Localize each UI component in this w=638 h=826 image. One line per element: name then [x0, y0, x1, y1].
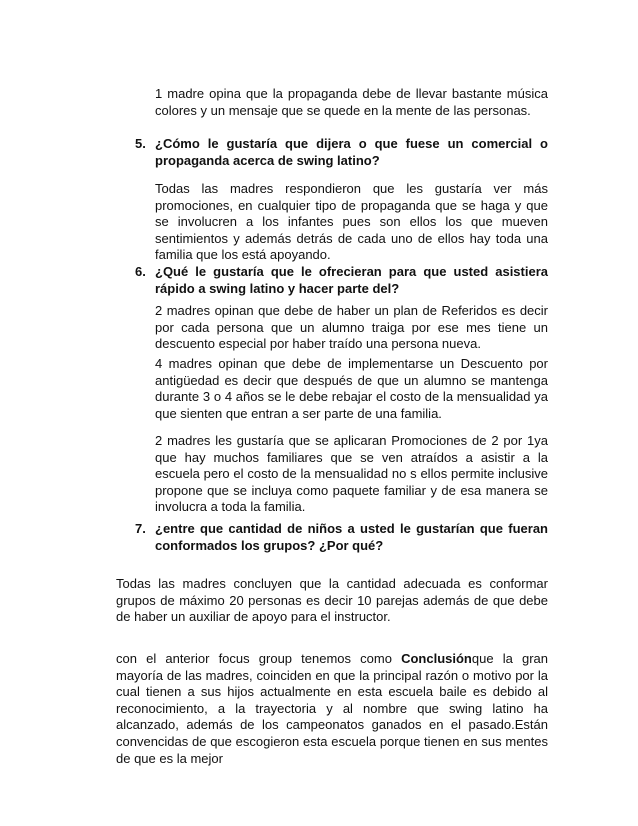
question-6-answer-antiguedad: 4 madres opinan que debe de implementarse un Descuento por antigüedad es decir que después de que un alumno se mantenga durante 3 o 4 años se le debe rebajar el costo de la mensualidad ya que sienten que entran a ser parte de una familia. [155, 356, 548, 421]
conclusion-keyword: Conclusión [401, 651, 472, 666]
paragraph-madre-opinion: 1 madre opina que la propaganda debe de llevar bastante música colores y un mensaje que se quede en la mente de las personas. [155, 86, 548, 118]
question-5-answer: Todas las madres respondieron que les gustaría ver más promociones, en cualquier tipo de propaganda que se haga y que se involucren a los infantes pues son ellos los que mueven sentimientos y además detrás de cada uno de ellos hay toda una familia que los está apoyando. [155, 181, 548, 263]
question-6-heading: ¿Qué le gustaría que le ofrecieran para que usted asistiera rápido a swing latino y hacer parte del? [155, 264, 548, 296]
conclusion-paragraph [116, 651, 548, 767]
question-5-heading: ¿Cómo le gustaría que dijera o que fuese un comercial o propaganda acerca de swing latino? [155, 136, 548, 168]
question-6-number: 6. [135, 264, 146, 279]
question-5-number: 5. [135, 136, 146, 151]
question-6-answer-promociones: 2 madres les gustaría que se aplicaran Promociones de 2 por 1ya que hay muchos familiares que se ven atraídos a asistir a la escuela pero el costo de la mensualidad no s ellos permite inclusive propone que se incluya como paquete familiar y de esa manera se involucra a toda la familia. [155, 433, 548, 515]
question-7-heading: ¿entre que cantidad de niños a usted le gustarían que fueran conformados los grupos? ¿Por qué? [155, 521, 548, 553]
conclusion-body: que la gran mayoría de las madres, coinciden en que la principal razón o motivo por la cual tienen a sus hijos actualmente en esta escuela baile es debido al reconocimiento, a la trayectoria y al nombre que swing latino ha alcanzado, además de los campeonatos ganados en el pasado.Están convencidas de que escogieron esta escuela porque tienen en sus mentes de que es la mejor [116, 651, 548, 766]
question-7-number: 7. [135, 521, 146, 536]
question-6-answer-referidos: 2 madres opinan que debe de haber un plan de Referidos es decir por cada persona que un alumno traiga por ese mes tiene un descuento especial por haber traído una persona nueva. [155, 303, 548, 352]
conclusion-intro: con el anterior focus group tenemos como [116, 651, 402, 666]
question-7-answer: Todas las madres concluyen que la cantidad adecuada es conformar grupos de máximo 20 personas es decir 10 parejas además de que debe de haber un auxiliar de apoyo para el instructor. [116, 576, 548, 625]
